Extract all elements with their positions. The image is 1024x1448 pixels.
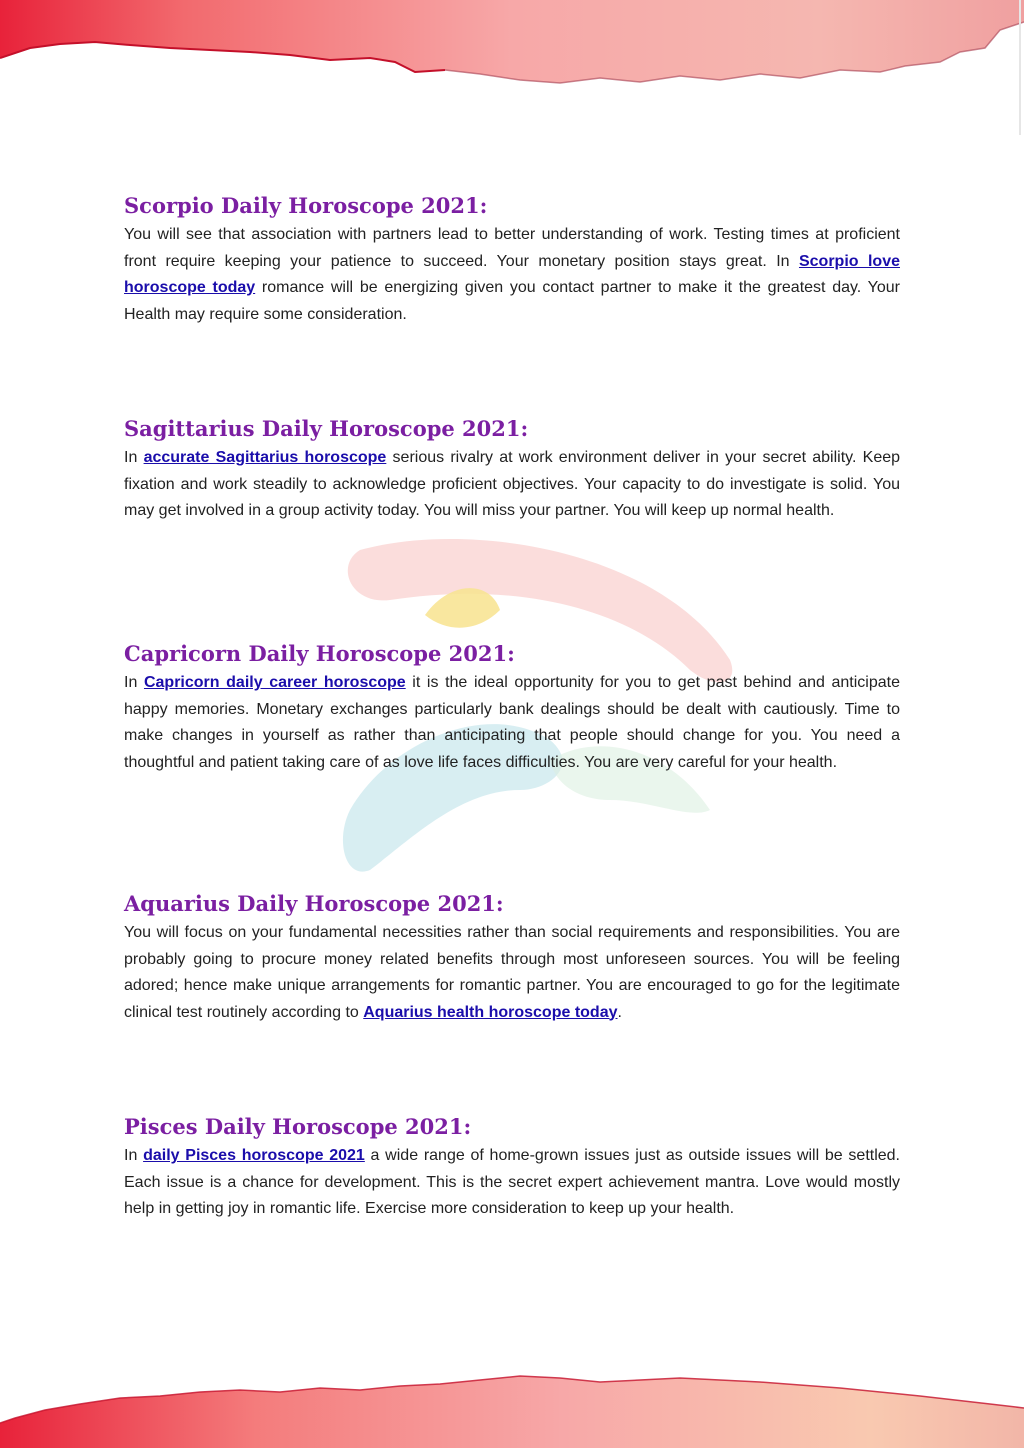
section-title: Sagittarius Daily Horoscope 2021: (124, 416, 529, 441)
section-title: Scorpio Daily Horoscope 2021: (124, 193, 488, 218)
text-fragment: . (617, 1003, 622, 1021)
pisces-horoscope-link[interactable]: daily Pisces horoscope 2021 (143, 1147, 365, 1164)
text-fragment: In (124, 449, 144, 466)
page-edge-line (1019, 0, 1021, 135)
sagittarius-section (124, 415, 900, 525)
sagittarius-horoscope-link[interactable]: accurate Sagittarius horoscope (143, 449, 387, 466)
scorpio-section (124, 192, 900, 328)
text-fragment: serious rivalry at work environment deliver in your secret ability. Keep fixation and work steadily to acknowledge proficient objectives. Your capacity to do investigate is solid. You may get involved in a group activity today. You will miss your partner. You will keep up normal health. (124, 449, 901, 519)
section-title: Aquarius Daily Horoscope 2021: (124, 891, 504, 916)
text-fragment: You will see that association with partners lead to better understanding of work. Testing times at proficient front require keeping your patience to succeed. Your monetary position stays great. In (124, 226, 900, 270)
top-torn-banner (0, 0, 1024, 95)
capricorn-section (124, 640, 900, 776)
section-text (124, 1143, 900, 1223)
text-fragment: You will focus on your fundamental necessities rather than social requirements and responsibilities. You are probably going to procure money related benefits through most unforeseen sources. You will be feeling adored; hence make unique arrangements for romantic partner. You are encouraged to go for the legitimate clinical test routinely according to (124, 924, 900, 1021)
section-title: Pisces Daily Horoscope 2021: (124, 1114, 472, 1139)
bottom-torn-banner (0, 1368, 1024, 1448)
section-title: Capricorn Daily Horoscope 2021: (124, 641, 515, 666)
section-text (124, 445, 900, 525)
pisces-section (124, 1113, 900, 1223)
text-fragment: In (124, 674, 144, 691)
aquarius-section (124, 890, 900, 1026)
text-fragment: romance will be energizing given you contact partner to make it the greatest day. Your Health may require some consideration. (124, 279, 901, 323)
text-fragment: a wide range of home-grown issues just as outside issues will be settled. Each issue is a chance for development. This is the secret expert achievement mantra. Love would mostly help in getting joy in romantic life. Exercise more consideration to keep up your health. (124, 1147, 901, 1217)
section-text (124, 920, 900, 1026)
section-text (124, 222, 900, 328)
text-fragment: In (124, 1147, 144, 1164)
text-fragment: it is the ideal opportunity for you to get past behind and anticipate happy memories. Monetary exchanges particularly bank dealings should be dealt with cautiously. Time to make changes in yourself as rather than anticipating that people should change for you. You need a thoughtful and patient taking care of as love life faces difficulties. You are very careful for your health. (124, 674, 900, 771)
section-text (124, 670, 900, 776)
aquarius-health-horoscope-link[interactable]: Aquarius health horoscope today (363, 1003, 618, 1021)
capricorn-career-horoscope-link[interactable]: Capricorn daily career horoscope (143, 674, 406, 691)
scorpio-love-horoscope-link[interactable]: Scorpio love horoscope today (124, 252, 900, 296)
